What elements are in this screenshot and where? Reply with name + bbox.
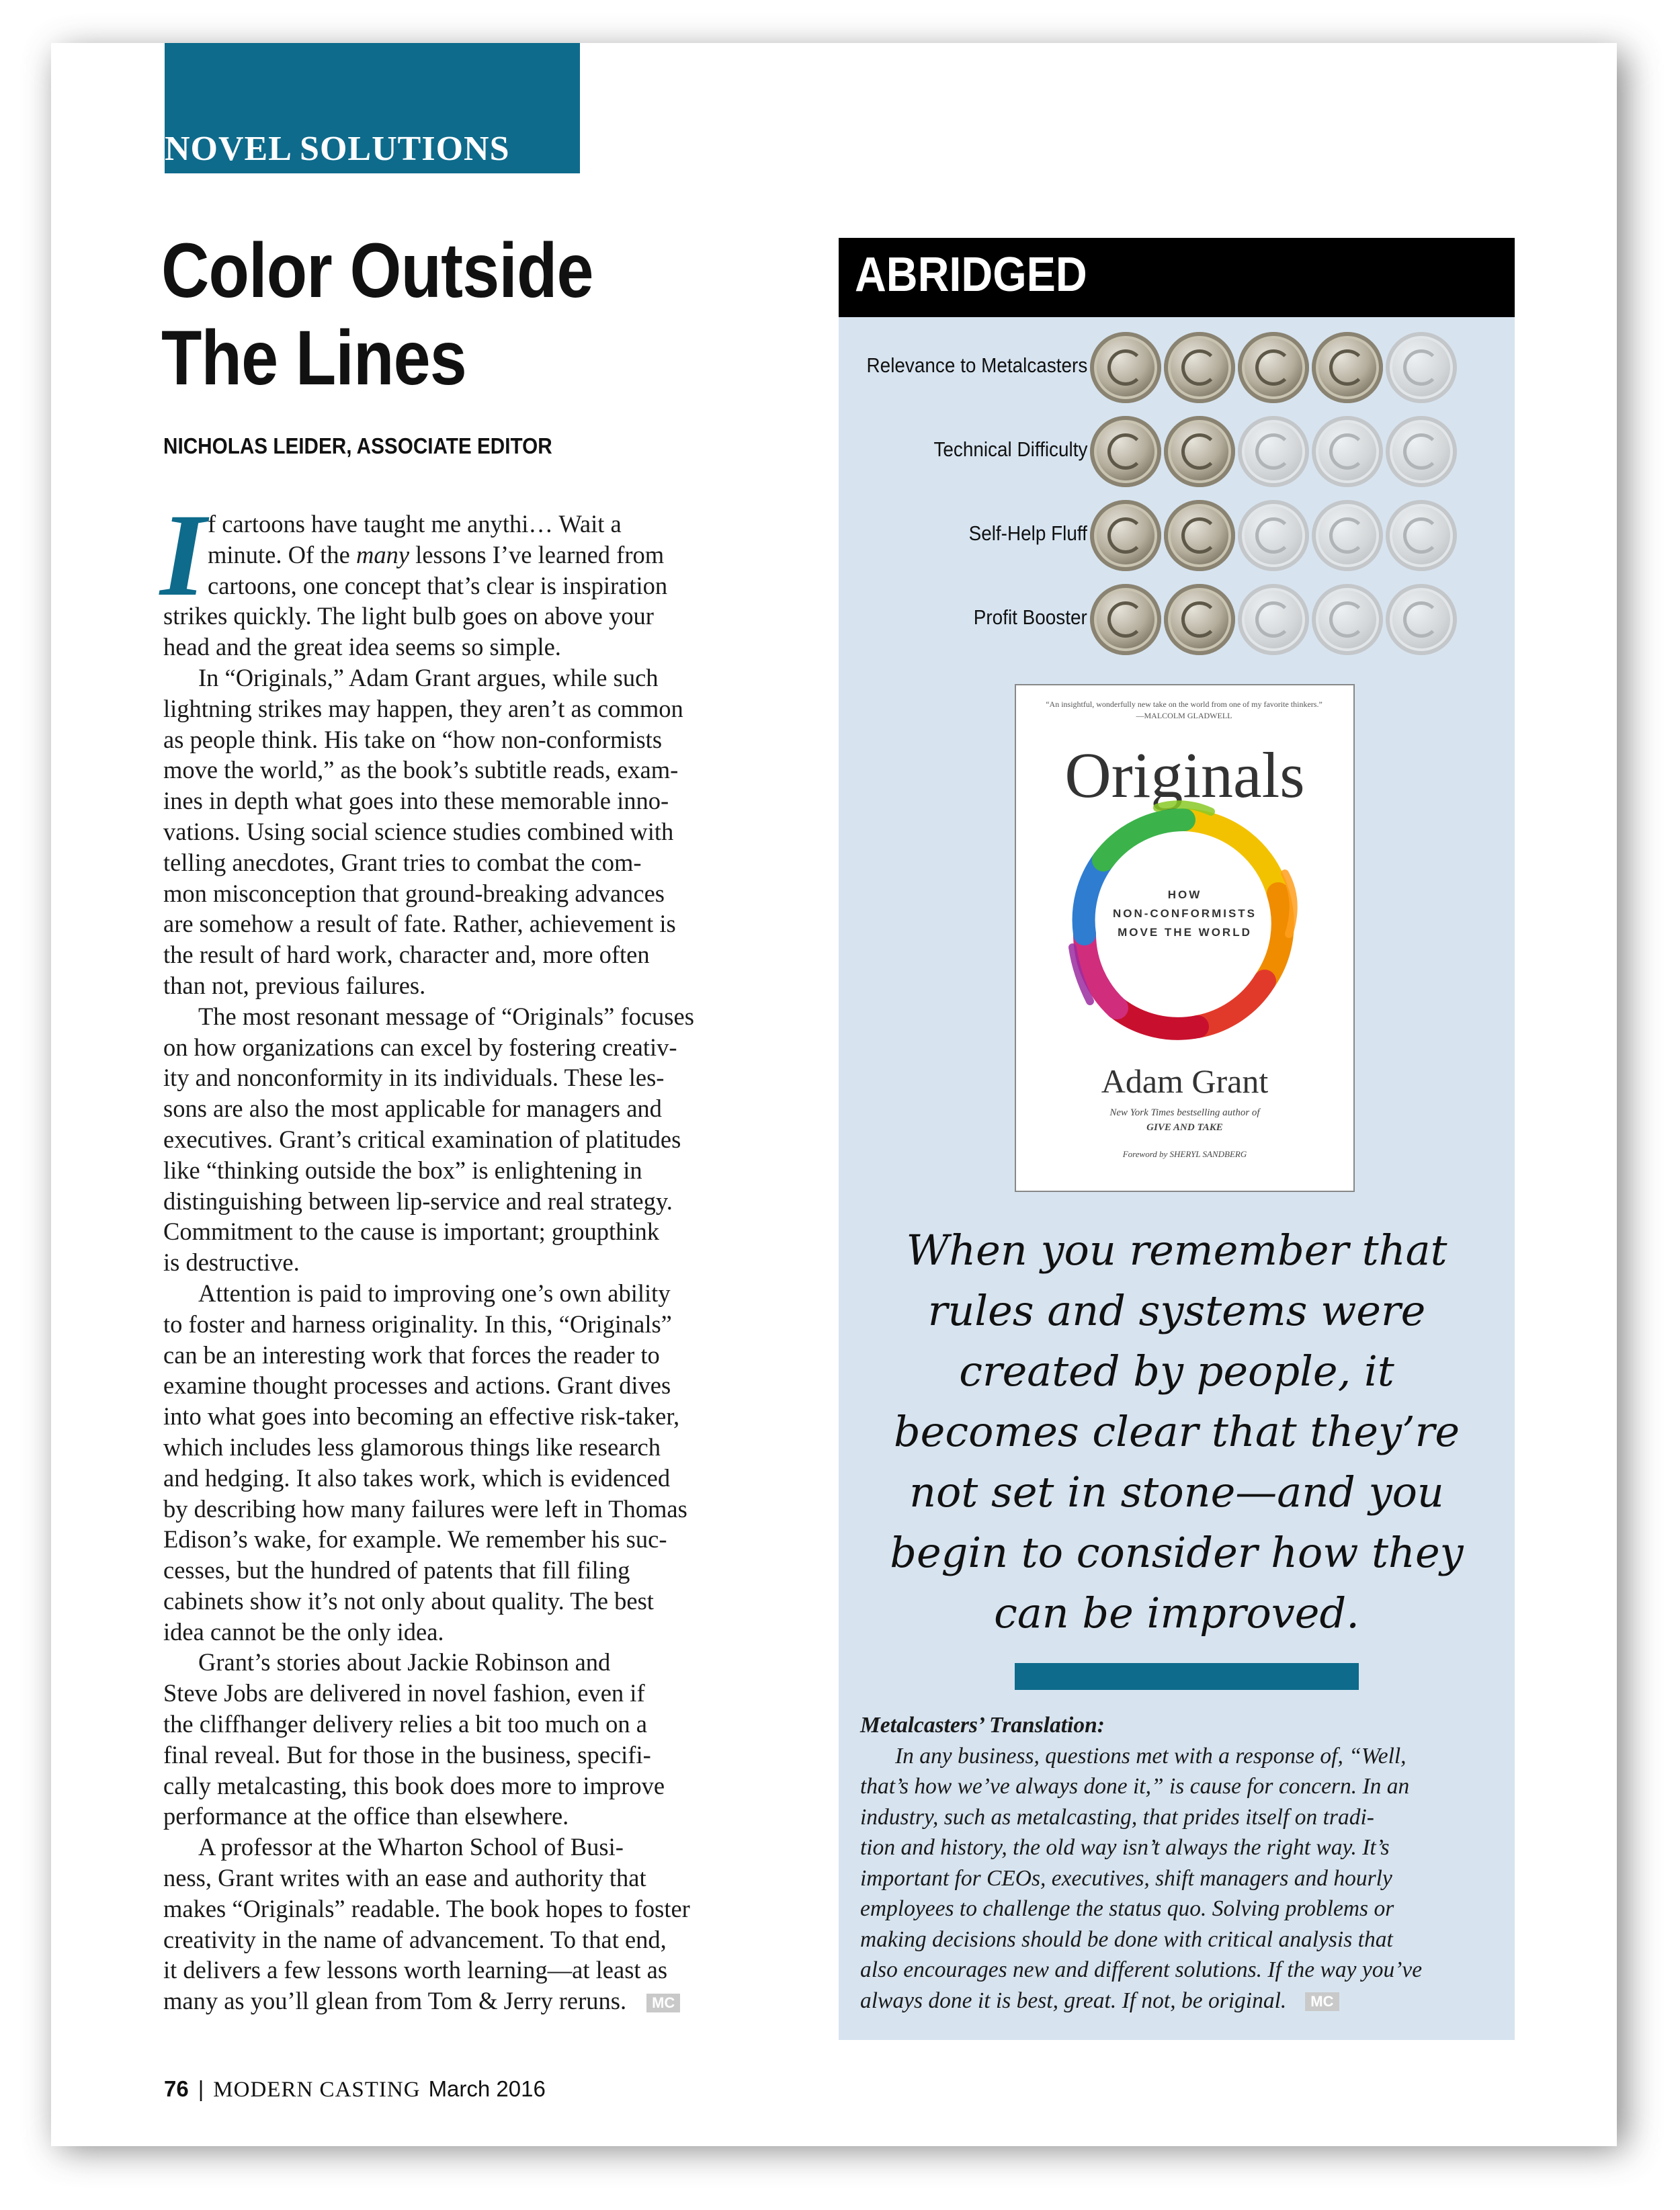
issue-date: March 2016 xyxy=(428,2076,546,2101)
coin-empty-icon xyxy=(1238,416,1309,487)
body-line: the result of hard work, character and, more often xyxy=(163,941,650,969)
coin-empty-icon xyxy=(1238,584,1309,655)
quote-divider xyxy=(1015,1663,1359,1690)
body-line: Steve Jobs are delivered in novel fashion, even if xyxy=(163,1679,645,1707)
body-line: move the world,” as the book’s subtitle reads, exam- xyxy=(163,756,679,784)
title-line-2: The Lines xyxy=(161,315,466,401)
quote-line: begin to consider how they xyxy=(890,1528,1464,1577)
body-line: and hedging. It also takes work, which is evidenced xyxy=(163,1463,671,1492)
translation-line-text: also encourages new and different solutions. If the way you’ve xyxy=(860,1957,1423,1982)
quote-line: becomes clear that they’re xyxy=(893,1407,1460,1456)
coin-empty-icon xyxy=(1238,500,1309,571)
coin-filled-icon xyxy=(1164,332,1235,403)
body-line: idea cannot be the only idea. xyxy=(163,1617,444,1646)
translation-line-text: employees to challenge the status quo. Solving problems or xyxy=(860,1896,1394,1921)
quote-line: rules and systems were xyxy=(927,1286,1426,1335)
translation-line-text: that’s how we’ve always done it,” is cause for concern. In an xyxy=(860,1774,1410,1799)
body-line: head and the great idea seems so simple. xyxy=(163,633,561,661)
body-line: vations. Using social science studies combined with xyxy=(163,817,674,845)
rating-label: Technical Difficulty xyxy=(933,437,1087,461)
book-blurb: “An insightful, wonderfully new take on the world from one of my favorite thinkers.” —MALCOLM GLADWELL xyxy=(1046,699,1322,720)
coin-filled-icon xyxy=(1164,584,1235,655)
body-line: final reveal. But for those in the business, specifi- xyxy=(163,1740,651,1769)
translation-line xyxy=(860,1741,1505,1772)
body-line: Attention is paid to improving one’s own ability xyxy=(198,1279,671,1307)
coin-filled-icon xyxy=(1090,332,1161,403)
translation-heading: Metalcasters’ Translation: xyxy=(860,1713,1105,1738)
article-body xyxy=(163,509,755,2016)
quote-line: When you remember that xyxy=(906,1226,1447,1275)
body-line: than not, previous failures. xyxy=(163,971,426,999)
end-mark-badge: MC xyxy=(646,1994,680,2012)
rating-coins xyxy=(1090,332,1457,403)
coin-empty-icon xyxy=(1312,584,1383,655)
body-line: into what goes into becoming an effective risk-taker, xyxy=(163,1402,680,1431)
book-subtitle-1: HOW xyxy=(1167,888,1202,901)
quote-line: can be improved. xyxy=(994,1588,1359,1638)
body-line: performance at the office than elsewhere. xyxy=(163,1802,569,1830)
translation-line-text: tion and history, the old way isn’t always the right way. It’s xyxy=(860,1835,1390,1860)
body-line: are somehow a result of fate. Rather, achievement is xyxy=(163,910,676,938)
body-line: Commitment to the cause is important; groupthink xyxy=(163,1218,660,1246)
body-line: The most resonant message of “Originals” focuses xyxy=(198,1002,694,1030)
quote-line: created by people, it xyxy=(959,1347,1394,1396)
translation-line xyxy=(860,1771,1505,1802)
book-cover xyxy=(1015,684,1355,1192)
body-line: creativity in the name of advancement. To that end, xyxy=(163,1925,667,1953)
coin-empty-icon xyxy=(1386,500,1457,571)
body-line: which includes less glamorous things like research xyxy=(163,1433,661,1461)
translation-line-text: In any business, questions met with a response of, “Well, xyxy=(895,1743,1406,1769)
book-subtitle-3: MOVE THE WORLD xyxy=(1118,926,1252,939)
coin-empty-icon xyxy=(1312,416,1383,487)
body-line: telling anecdotes, Grant tries to combat the com- xyxy=(163,848,642,876)
rating-label: Profit Booster xyxy=(973,605,1087,629)
body-line: examine thought processes and actions. Grant dives xyxy=(163,1371,671,1400)
translation-line xyxy=(860,1924,1505,1955)
title-line-1: Color Outside xyxy=(161,228,593,314)
drop-cap: I xyxy=(160,490,206,621)
book-note: New York Times bestselling author of xyxy=(1109,1107,1260,1118)
translation-line-text: important for CEOs, executives, shift managers and hourly xyxy=(860,1865,1392,1891)
article-title xyxy=(161,227,766,402)
body-line: sons are also the most applicable for managers and xyxy=(163,1095,662,1123)
page-footer xyxy=(164,2076,546,2102)
pull-quote xyxy=(867,1220,1486,1644)
body-line: ness, Grant writes with an ease and authority that xyxy=(163,1864,646,1892)
coin-filled-icon xyxy=(1090,500,1161,571)
body-line: executives. Grant’s critical examination of platitudes xyxy=(163,1125,681,1153)
byline: NICHOLAS LEIDER, ASSOCIATE EDITOR xyxy=(163,433,552,458)
body-line: In “Originals,” Adam Grant argues, while such xyxy=(198,663,659,691)
rating-coins xyxy=(1090,584,1457,655)
rating-coins xyxy=(1090,500,1457,571)
rating-label: Relevance to Metalcasters xyxy=(866,353,1087,377)
book-foreword: Foreword by SHERYL SANDBERG xyxy=(1122,1149,1247,1159)
body-line-text: many as you’ll glean from Tom & Jerry reruns. xyxy=(163,1987,627,2015)
coin-empty-icon xyxy=(1386,584,1457,655)
body-line: f cartoons have taught me anythi… Wait a xyxy=(208,510,622,538)
body-line: makes “Originals” readable. The book hopes to foster xyxy=(163,1894,690,1922)
coin-filled-icon xyxy=(1090,416,1161,487)
book-previous-title: GIVE AND TAKE xyxy=(1146,1122,1223,1133)
body-line: can be an interesting work that forces the reader to xyxy=(163,1341,660,1369)
body-line: strikes quickly. The light bulb goes on above your xyxy=(163,602,654,630)
translation-line-text: making decisions should be done with critical analysis that xyxy=(860,1926,1393,1952)
translation-line xyxy=(860,1802,1505,1833)
paint-ring-icon xyxy=(1063,800,1305,1048)
body-line: minute. Of the many lessons I’ve learned from xyxy=(208,540,665,568)
book-title: Originals xyxy=(1064,739,1305,811)
body-line: cesses, but the hundred of patents that fill filing xyxy=(163,1556,630,1584)
body-line: cally metalcasting, this book does more to improve xyxy=(163,1771,665,1799)
coin-empty-icon xyxy=(1386,332,1457,403)
body-line: Grant’s stories about Jackie Robinson and xyxy=(198,1648,611,1676)
body-line: to foster and harness originality. In this, “Originals” xyxy=(163,1310,672,1338)
book-subtitle-2: NON-CONFORMISTS xyxy=(1112,907,1257,920)
body-line: cartoons, one concept that’s clear is inspiration xyxy=(208,571,668,599)
section-label: NOVEL SOLUTIONS xyxy=(165,130,510,168)
coin-filled-icon xyxy=(1164,416,1235,487)
body-line: by describing how many failures were left in Thomas xyxy=(163,1494,687,1523)
body-line: like “thinking outside the box” is enlightening in xyxy=(163,1156,642,1184)
body-line: A professor at the Wharton School of Busi- xyxy=(198,1833,624,1861)
coin-filled-icon xyxy=(1090,584,1161,655)
body-line: Edison’s wake, for example. We remember his suc- xyxy=(163,1525,667,1554)
body-line xyxy=(163,1986,755,2016)
rating-coins xyxy=(1090,416,1457,487)
body-line: on how organizations can excel by fostering creativ- xyxy=(163,1033,677,1061)
coin-empty-icon xyxy=(1312,500,1383,571)
body-line: ity and nonconformity in its individuals. These les- xyxy=(163,1064,665,1092)
coin-empty-icon xyxy=(1386,416,1457,487)
rating-label: Self-Help Fluff xyxy=(968,521,1087,545)
translation-line xyxy=(860,1894,1505,1924)
body-line: cabinets show it’s not only about quality. The best xyxy=(163,1586,654,1615)
translation-line xyxy=(860,1955,1505,1986)
coin-filled-icon xyxy=(1238,332,1309,403)
translation-line xyxy=(860,1986,1505,2016)
translation-line xyxy=(860,1863,1505,1894)
book-author: Adam Grant xyxy=(1101,1062,1269,1100)
page-number: 76 xyxy=(164,2076,189,2101)
coin-filled-icon xyxy=(1312,332,1383,403)
translation-line-text: industry, such as metalcasting, that prides itself on tradi- xyxy=(860,1804,1374,1830)
translation-line-text: always done it is best, great. If not, be original. xyxy=(860,1988,1287,2013)
body-line: distinguishing between lip-service and real strategy. xyxy=(163,1187,673,1215)
body-line: the cliffhanger delivery relies a bit too much on a xyxy=(163,1710,647,1738)
end-mark-badge: MC xyxy=(1305,1992,1339,2011)
body-line: as people think. His take on “how non-conformists xyxy=(163,725,663,753)
body-line: it delivers a few lessons worth learning—at least as xyxy=(163,1956,668,1984)
body-line: mon misconception that ground-breaking advances xyxy=(163,879,665,907)
translation-line xyxy=(860,1832,1505,1863)
coin-filled-icon xyxy=(1164,500,1235,571)
metalcasters-translation xyxy=(860,1710,1505,2016)
footer-separator: | xyxy=(198,2076,204,2101)
publication-name: MODERN CASTING xyxy=(213,2078,421,2102)
body-line: lightning strikes may happen, they aren’t as common xyxy=(163,694,683,722)
quote-line: not set in stone—and you xyxy=(909,1468,1444,1517)
body-line: ines in depth what goes into these memorable inno- xyxy=(163,787,669,815)
body-line: is destructive. xyxy=(163,1248,300,1277)
abridged-heading: ABRIDGED xyxy=(855,248,1087,302)
